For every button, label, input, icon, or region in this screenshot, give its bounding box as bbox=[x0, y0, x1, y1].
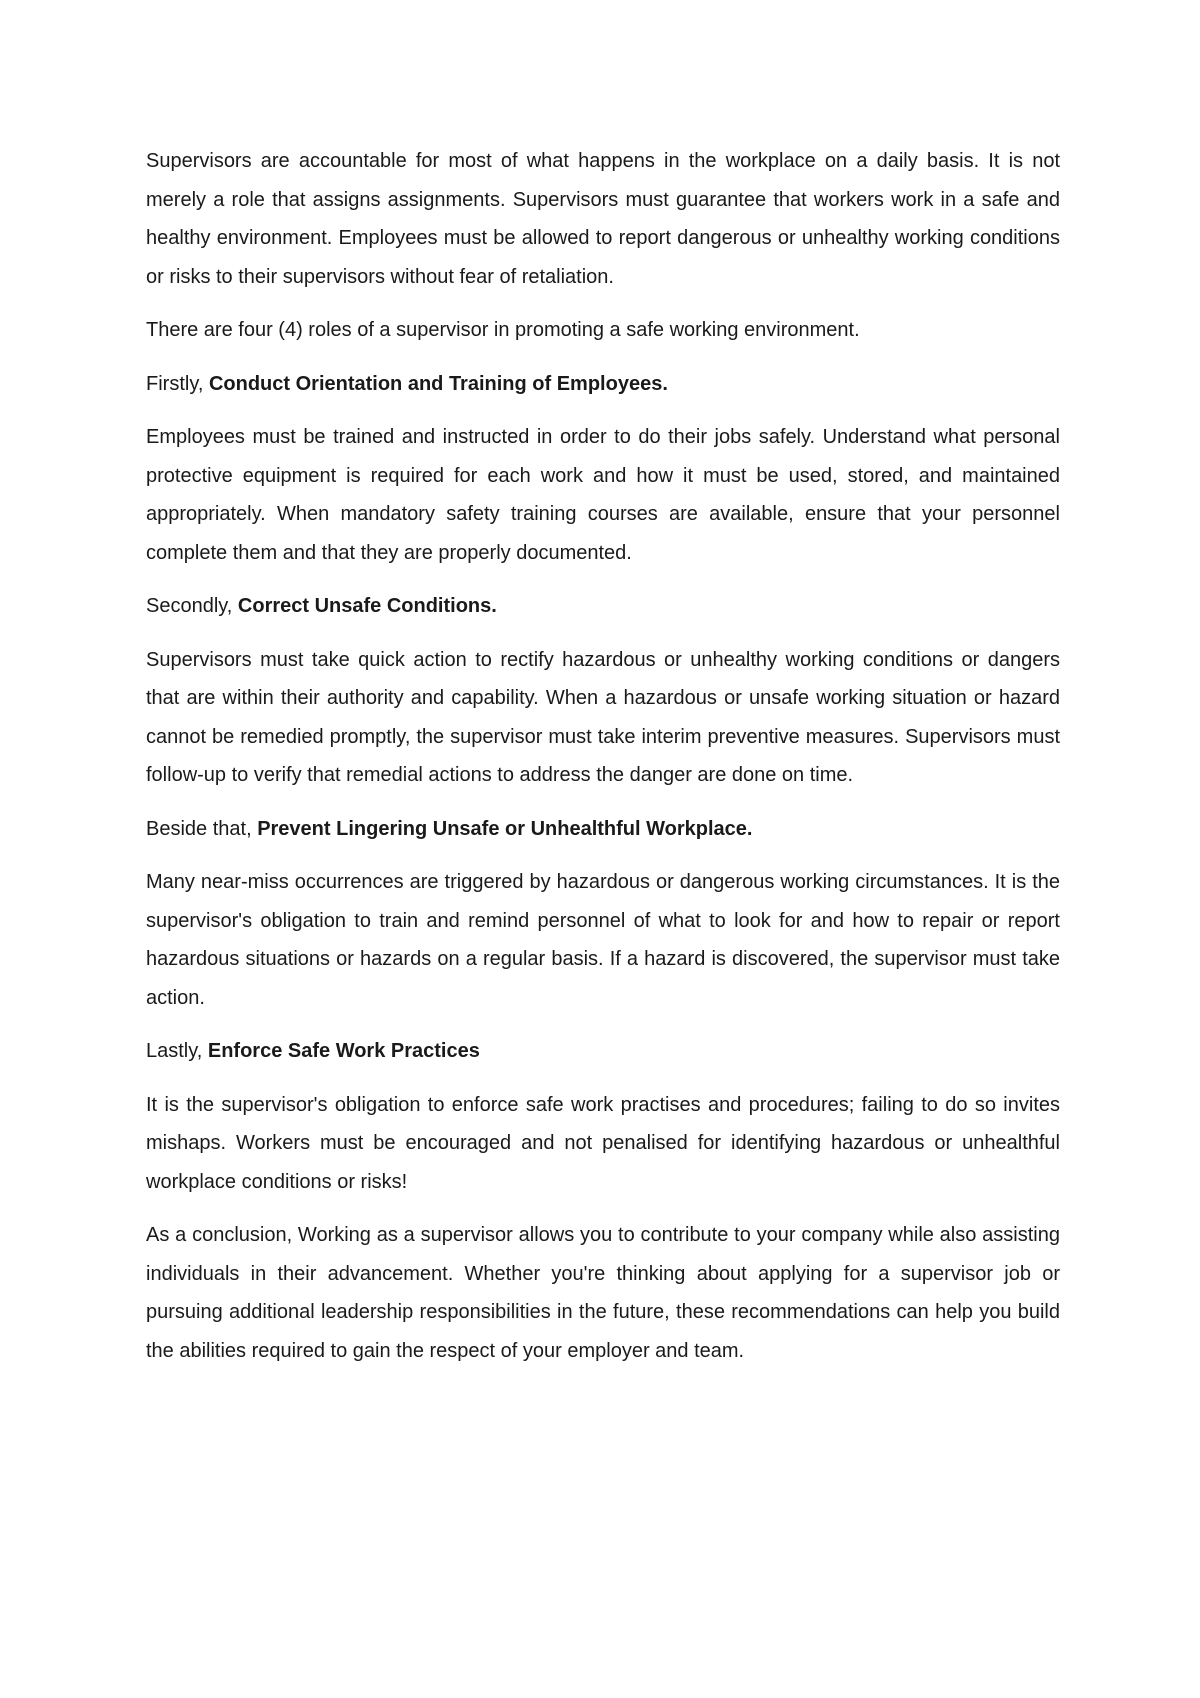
role4-title: Enforce Safe Work Practices bbox=[207, 1040, 480, 1062]
role2-title: Correct Unsafe Conditions. bbox=[237, 595, 497, 617]
role2-body-paragraph: Supervisors must take quick action to rectify hazardous or unhealthy working conditions or dangers that are within their authority and capability. When a hazardous or unsafe working situation or hazard cannot be remedied promptly, the supervisor must take interim preventive measures. Supervisors must follow-up to verify that remedial actions to address the danger are done on time. bbox=[146, 648, 1060, 786]
intro-paragraph: Supervisors are accountable for most of what happens in the workplace on a daily basis. It is not merely a role that assigns assignments. Supervisors must guarantee that workers work in a safe and healthy environment. Employees must be allowed to report dangerous or unhealthy working conditions or risks to their supervisors without fear of retaliation. bbox=[146, 150, 1060, 288]
role1-title: Conduct Orientation and Training of Employees. bbox=[208, 372, 668, 395]
role3-prefix: Beside that, bbox=[146, 817, 258, 840]
role1-heading bbox=[146, 365, 1060, 404]
role1-body-paragraph: Employees must be trained and instructed in order to do their jobs safely. Understand what personal protective equipment is required for each work and how it must be used, stored, and maintained appropriately. When mandatory safety training courses are available, ensure that your personnel complete them and that they are properly documented. bbox=[146, 426, 1060, 564]
document-page bbox=[146, 142, 1060, 1385]
role2-prefix: Secondly, bbox=[146, 595, 238, 617]
role4-body-paragraph: It is the supervisor's obligation to enforce safe work practises and procedures; failing to do so invites mishaps. Workers must be encouraged and not penalised for identifying hazardous or unhealthful workplace conditions or risks! bbox=[146, 1093, 1060, 1193]
role2-heading bbox=[146, 587, 1060, 626]
role1-prefix: Firstly, bbox=[146, 372, 209, 395]
role3-heading bbox=[146, 810, 1060, 849]
role4-prefix: Lastly, bbox=[146, 1040, 208, 1062]
role4-heading bbox=[146, 1032, 1060, 1071]
roles-intro-paragraph: There are four (4) roles of a supervisor in promoting a safe working environment. bbox=[146, 319, 860, 341]
conclusion-paragraph: As a conclusion, Working as a supervisor allows you to contribute to your company while also assisting individuals in their advancement. Whether you're thinking about applying for a supervisor job or pursuing additional leadership responsibilities in the future, these recommendations can help you build the abilities required to gain the respect of your employer and team. bbox=[146, 1224, 1060, 1362]
role3-title: Prevent Lingering Unsafe or Unhealthful Workplace. bbox=[257, 817, 753, 840]
role3-body-paragraph: Many near-miss occurrences are triggered by hazardous or dangerous working circumstances. It is the supervisor's obligation to train and remind personnel of what to look for and how to repair or report hazardous situations or hazards on a regular basis. If a hazard is discovered, the supervisor must take action. bbox=[146, 871, 1060, 1009]
